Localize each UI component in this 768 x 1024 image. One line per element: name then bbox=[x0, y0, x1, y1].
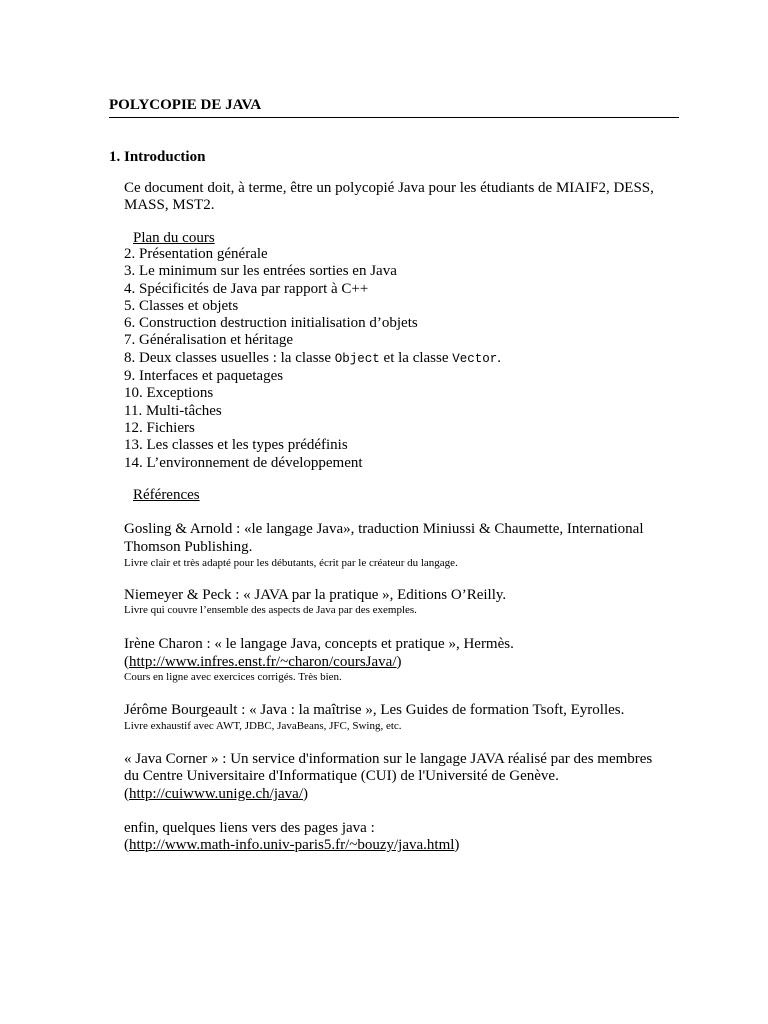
ref-enfin-link-open: ( bbox=[124, 837, 129, 853]
plan-item-8-prefix: 8. Deux classes usuelles : la classe bbox=[124, 349, 335, 366]
section-heading: 1. Introduction bbox=[109, 149, 206, 165]
ref-corner-line-2: du Centre Universitaire d'Informatique (CUI) de l'Université de Genève. bbox=[124, 768, 559, 784]
ref-charon-link[interactable]: http://www.infres.enst.fr/~charon/coursJava/ bbox=[129, 654, 397, 670]
references-heading: Références bbox=[133, 487, 200, 503]
ref-niemeyer-line-1: Niemeyer & Peck : « JAVA par la pratique », Editions O’Reilly. bbox=[124, 587, 507, 603]
ref-enfin-link-close: ) bbox=[454, 837, 460, 853]
plan-item-8-suffix: . bbox=[497, 349, 502, 366]
plan-item: 4. Spécificités de Java par rapport à C++ bbox=[124, 280, 369, 297]
ref-corner-link-open: ( bbox=[124, 786, 129, 802]
plan-item: 3. Le minimum sur les entrées sorties en Java bbox=[124, 263, 397, 280]
ref-corner-link[interactable]: http://cuiwww.unige.ch/java/ bbox=[129, 786, 303, 802]
plan-item-8 bbox=[124, 350, 501, 368]
ref-corner-line-1: « Java Corner » : Un service d'information sur le langage JAVA réalisé par des membres bbox=[124, 751, 653, 767]
plan-item: 12. Fichiers bbox=[124, 419, 195, 436]
ref-charon-link-open: ( bbox=[124, 654, 129, 670]
ref-enfin-link-line bbox=[124, 837, 459, 855]
ref-gosling-note: Livre clair et très adapté pour les débutants, écrit par le créateur du langage. bbox=[124, 557, 458, 569]
plan-item: 14. L’environnement de développement bbox=[124, 454, 363, 471]
plan-item-8-middle: et la classe bbox=[379, 349, 453, 366]
plan-item: 9. Interfaces et paquetages bbox=[124, 368, 284, 385]
ref-charon-link-close: ) bbox=[396, 654, 402, 670]
plan-item: 2. Présentation générale bbox=[124, 246, 268, 262]
ref-charon-line-1: Irène Charon : « le langage Java, concepts et pratique », Hermès. bbox=[124, 636, 514, 652]
document-title: POLYCOPIE DE JAVA bbox=[109, 97, 262, 113]
intro-line-1: Ce document doit, à terme, être un polycopié Java pour les étudiants de MIAIF2, DESS, bbox=[124, 180, 654, 196]
ref-gosling-line-1: Gosling & Arnold : «le langage Java», traduction Miniussi & Chaumette, International bbox=[124, 521, 644, 537]
ref-enfin-line-1: enfin, quelques liens vers des pages java : bbox=[124, 820, 375, 836]
plan-item: 10. Exceptions bbox=[124, 385, 214, 402]
plan-item: 13. Les classes et les types prédéfinis bbox=[124, 437, 348, 454]
ref-bourgeault-line-1: Jérôme Bourgeault : « Java : la maîtrise », Les Guides de formation Tsoft, Eyrolles. bbox=[124, 702, 625, 718]
plan-item: 6. Construction destruction initialisation d’objets bbox=[124, 315, 418, 332]
title-rule bbox=[109, 117, 679, 118]
code-object: Object bbox=[334, 351, 380, 366]
ref-charon-link-line bbox=[124, 654, 402, 672]
plan-list bbox=[124, 246, 501, 472]
plan-item: 7. Généralisation et héritage bbox=[124, 332, 294, 349]
plan-item: 11. Multi-tâches bbox=[124, 402, 222, 419]
plan-heading: Plan du cours bbox=[133, 230, 215, 246]
ref-corner-link-line bbox=[124, 786, 308, 804]
ref-niemeyer-note: Livre qui couvre l’ensemble des aspects de Java par des exemples. bbox=[124, 604, 417, 616]
ref-corner-link-close: ) bbox=[303, 786, 308, 802]
ref-bourgeault-note: Livre exhaustif avec AWT, JDBC, JavaBeans, JFC, Swing, etc. bbox=[124, 720, 402, 732]
ref-enfin-link[interactable]: http://www.math-info.univ-paris5.fr/~bouzy/java.html bbox=[129, 837, 455, 853]
ref-charon-note: Cours en ligne avec exercices corrigés. Très bien. bbox=[124, 671, 342, 683]
ref-gosling-line-2: Thomson Publishing. bbox=[124, 539, 253, 555]
intro-line-2: MASS, MST2. bbox=[124, 197, 215, 213]
plan-item: 5. Classes et objets bbox=[124, 297, 239, 314]
code-vector: Vector bbox=[452, 351, 498, 366]
